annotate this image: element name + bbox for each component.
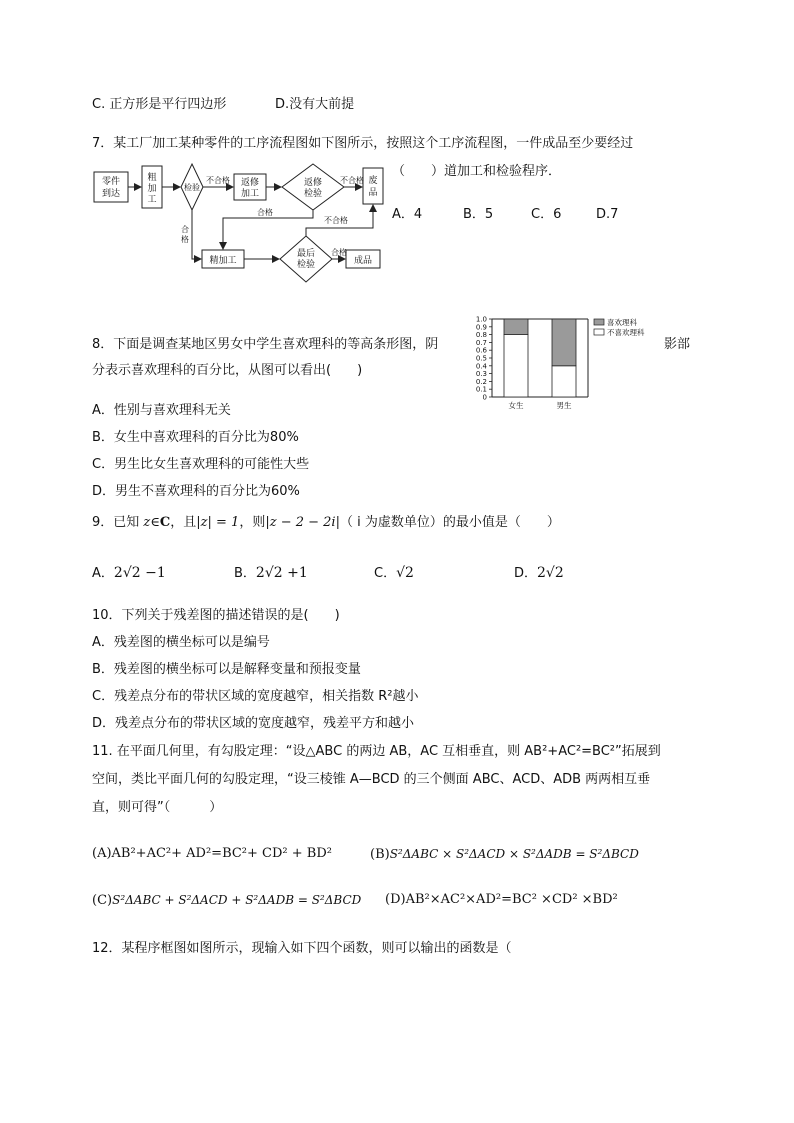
q7-option-b: B．5	[463, 207, 494, 222]
bar-segment-like	[504, 319, 528, 335]
q11-line1: 11. 在平面几何里，有勾股定理：“设△ABC 的两边 AB，AC 互相垂直，则 AB²+AC²=BC²”拓展到	[92, 744, 661, 759]
node-scrap	[363, 168, 383, 204]
q9-stem: 9．已知 z∈C，且|z| = 1，则|z − 2 − 2i|（ i 为虚数单位）的最小值是（ ）	[92, 515, 560, 530]
q6-option-d: D.没有大前提	[275, 97, 355, 112]
y-tick-label: 0.4	[475, 362, 487, 371]
q11-line2: 空间，类比平面几何的勾股定理，“设三棱锥 A—BCD 的三个侧面 ABC、ACD、ADB 两两相互垂	[92, 772, 651, 787]
q9-option-a: A．2√2 −1	[92, 565, 166, 581]
q10-option-c: C．残差点分布的带状区域的宽度越窄，相关指数 R²越小	[92, 689, 419, 704]
svg-text:检验: 检验	[184, 183, 200, 192]
q8-stem-line2: 分表示喜欢理科的百分比，从图可以看出( )	[92, 363, 363, 378]
q9-option-b: B．2√2 +1	[234, 565, 308, 581]
y-tick-label: 0.2	[475, 377, 487, 386]
y-tick-label: 0.1	[475, 385, 487, 394]
y-tick-label: 1.0	[475, 315, 487, 324]
process-flowchart	[90, 160, 390, 290]
q7-stem-line2: （ ）道加工和检验程序．	[392, 164, 562, 179]
svg-text:加工: 加工	[240, 189, 260, 199]
svg-text:粗: 粗	[147, 173, 157, 183]
q9-option-c: C．√2	[374, 565, 414, 581]
bar-segment-dislike	[504, 335, 528, 397]
svg-text:工: 工	[147, 195, 157, 205]
q8-option-d: D．男生不喜欢理科的百分比为60%	[92, 484, 300, 499]
bar-segment-dislike	[552, 366, 576, 397]
q11-option-c: (C)S²ΔABC + S²ΔACD + S²ΔADB = S²ΔBCD	[92, 893, 362, 908]
svg-text:加: 加	[147, 184, 157, 194]
y-tick-label: 0.7	[475, 338, 487, 347]
y-tick-label: 0	[482, 393, 487, 402]
q12-stem: 12．某程序框图如图所示，现输入如下四个函数，则可以输出的函数是（	[92, 941, 512, 956]
q8-stem-line1: 8．下面是调查某地区男女中学生喜欢理科的等高条形图，阴	[92, 337, 439, 352]
q7-option-d: D.7	[596, 207, 619, 222]
q11-option-b: (B)S²ΔABC × S²ΔACD × S²ΔADB = S²ΔBCD	[370, 847, 639, 862]
svg-text:返修: 返修	[303, 178, 323, 188]
q8-stem-tail: 影部	[664, 337, 691, 352]
q8-option-b: B．女生中喜欢理科的百分比为80%	[92, 430, 299, 445]
svg-text:返修: 返修	[240, 178, 260, 188]
svg-text:到达: 到达	[101, 189, 121, 199]
svg-text:成品: 成品	[353, 256, 373, 266]
y-tick-label: 0.9	[475, 323, 487, 332]
legend-label: 不喜欢理科	[607, 328, 645, 337]
svg-text:合: 合	[181, 225, 189, 234]
q11-option-d: (D)AB²×AC²×AD²=BC² ×CD² ×BD²	[385, 892, 618, 907]
legend-label: 喜欢理科	[607, 318, 637, 327]
legend-swatch	[594, 329, 604, 335]
svg-text:检验: 检验	[296, 260, 316, 270]
svg-text:不合格: 不合格	[324, 216, 348, 225]
svg-text:不合格: 不合格	[206, 176, 230, 185]
y-tick-label: 0.8	[475, 331, 487, 340]
q10-option-d: D．残差点分布的带状区域的宽度越窄，残差平方和越小	[92, 716, 415, 731]
svg-text:品: 品	[368, 188, 378, 198]
svg-text:合格: 合格	[257, 208, 273, 217]
stacked-bar-chart	[466, 311, 662, 413]
q7-stem-line1: 7．某工厂加工某种零件的工序流程图如下图所示，按照这个工序流程图，一件成品至少要经过	[92, 136, 634, 151]
node-final-inspection	[280, 236, 332, 282]
svg-text:检验: 检验	[303, 189, 323, 199]
q8-option-a: A．性别与喜欢理科无关	[92, 403, 231, 418]
q6-option-c: C. 正方形是平行四边形	[92, 97, 227, 112]
q7-option-c: C．6	[531, 207, 562, 222]
svg-text:废: 废	[368, 176, 378, 186]
q9-option-d: D．2√2	[514, 565, 564, 581]
bar-segment-like	[552, 319, 576, 366]
svg-text:合格: 合格	[331, 248, 347, 257]
legend-swatch	[594, 319, 604, 325]
q11-option-a: (A)AB²+AC²+ AD²=BC²+ CD² + BD²	[92, 846, 332, 861]
q7-option-a: A．4	[392, 207, 423, 222]
y-tick-label: 0.6	[475, 346, 487, 355]
x-category-label: 男生	[556, 401, 572, 410]
q10-option-a: A．残差图的横坐标可以是编号	[92, 635, 270, 650]
svg-text:精加工: 精加工	[209, 256, 237, 266]
q11-line3: 直，则可得”（ ）	[92, 800, 223, 815]
q10-option-b: B．残差图的横坐标可以是解释变量和预报变量	[92, 662, 361, 677]
svg-text:零件: 零件	[101, 177, 121, 187]
q8-option-c: C．男生比女生喜欢理科的可能性大些	[92, 457, 310, 472]
x-category-label: 女生	[508, 401, 524, 410]
svg-text:格: 格	[181, 235, 189, 244]
q10-stem: 10．下列关于残差图的描述错误的是( )	[92, 608, 340, 623]
svg-text:不合格: 不合格	[340, 176, 364, 185]
y-tick-label: 0.3	[475, 370, 487, 379]
svg-text:最后: 最后	[296, 249, 316, 259]
y-tick-label: 0.5	[475, 354, 487, 363]
